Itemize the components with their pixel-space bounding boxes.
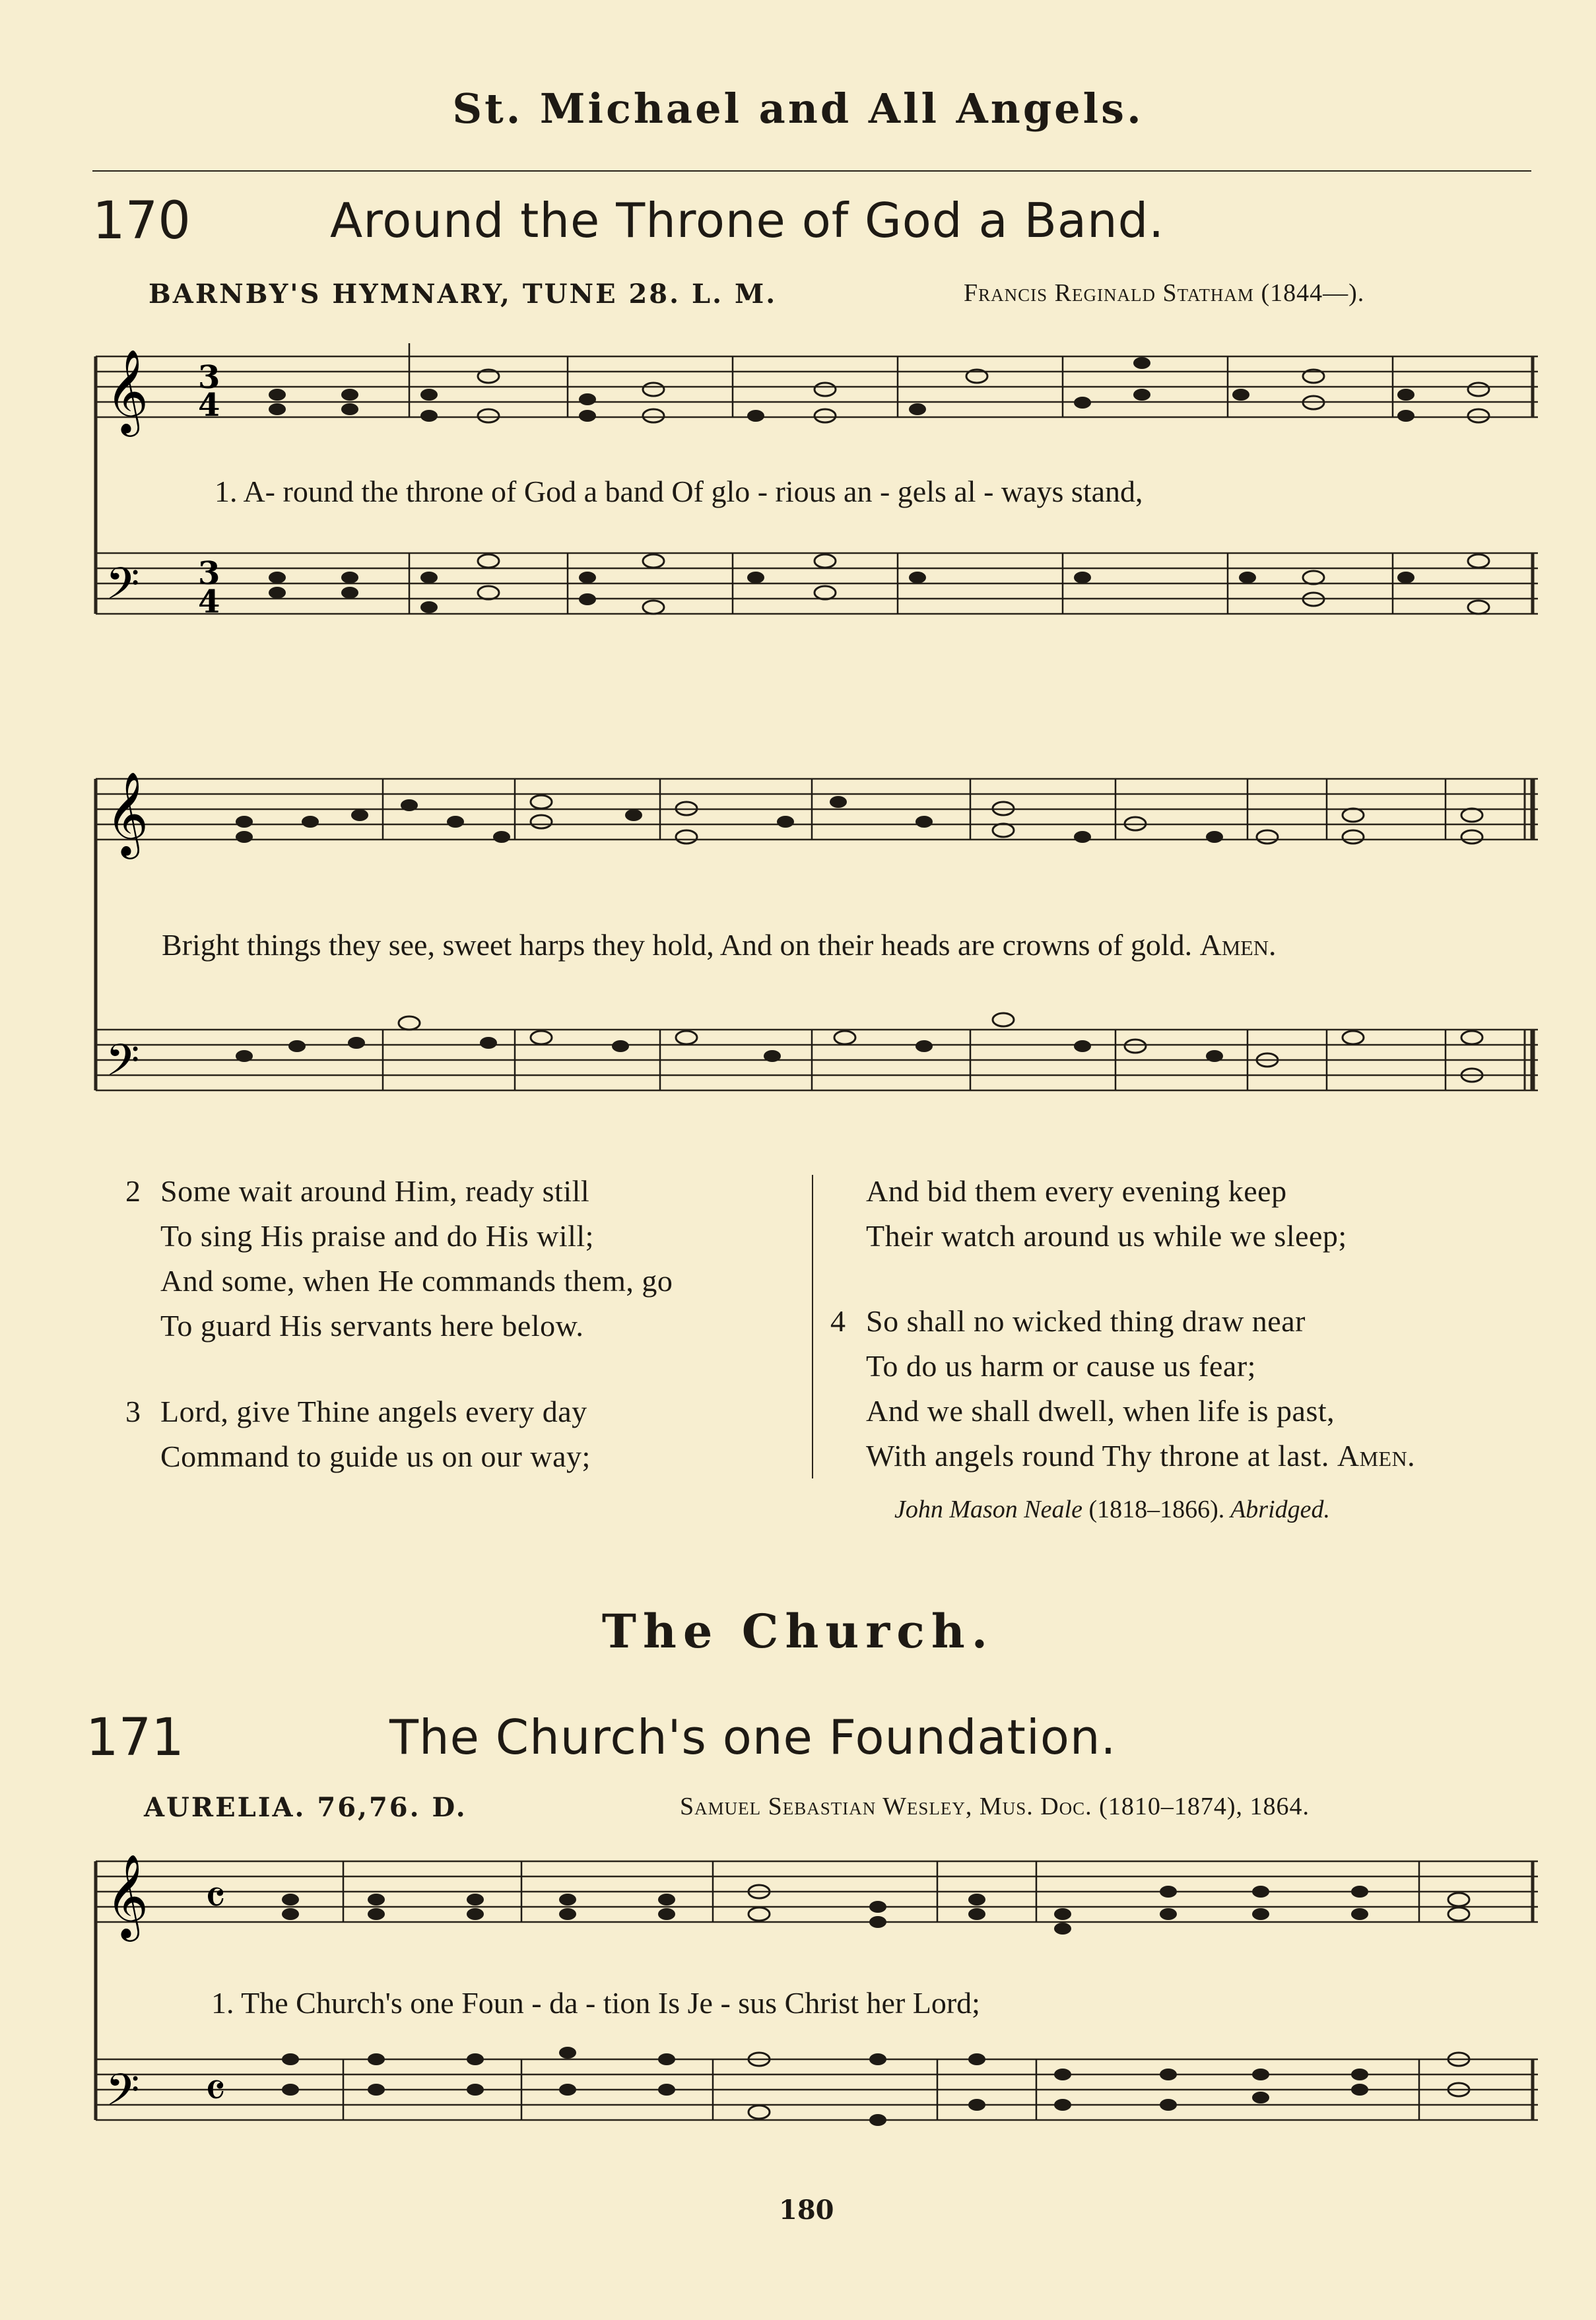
author-dates: (1818–1866). [1088,1496,1225,1523]
abridged-note: Abridged. [1230,1496,1331,1523]
author-name: John Mason Neale [894,1496,1082,1523]
verse-text: With angels round Thy throne at last. [866,1439,1329,1473]
svg-text:𝄢: 𝄢 [106,1035,140,1096]
tune-name: BARNBY'S HYMNARY, TUNE 28. L. M. [149,279,778,310]
hymn-number: 171 [86,1708,184,1768]
hymn-title: Around the Throne of God a Band. [330,193,1165,248]
section-heading: St. Michael and All Angels. [452,84,1144,133]
svg-text:𝄞: 𝄞 [106,348,149,433]
verse-line: Command to guide us on our way; [160,1440,591,1473]
verse-line: So shall no wicked thing draw near [866,1304,1306,1338]
lyric-line-2 [162,927,1276,962]
amen-label: Amen. [1199,928,1277,962]
svg-text:𝄞: 𝄞 [106,1853,149,1938]
svg-text:𝄞: 𝄞 [106,771,149,855]
verse-line: And some, when He commands them, go [160,1264,673,1298]
svg-text:3: 3 [198,359,220,396]
section-heading: The Church. [601,1604,995,1659]
svg-text:𝄢: 𝄢 [106,2065,140,2126]
svg-text:𝄴: 𝄴 [205,2063,226,2118]
header-rule [92,170,1531,172]
verse-line: To sing His praise and do His will; [160,1219,594,1253]
amen-label: Amen. [1337,1439,1416,1473]
svg-text:𝄴: 𝄴 [205,1870,226,1925]
svg-text:4: 4 [198,583,220,620]
verse-line [866,1438,1415,1473]
composer: Francis Reginald Statham (1844—). [964,279,1365,307]
composer: Samuel Sebastian Wesley, Mus. Doc. (1810–1874), 1864. [680,1793,1310,1820]
verse-number: 4 [830,1304,846,1338]
verse-line: To do us harm or cause us fear; [866,1349,1256,1383]
verse-number: 2 [125,1174,141,1208]
verse-line: And we shall dwell, when life is past, [866,1394,1335,1428]
lyric-text: Bright things they see, sweet harps they hold, And on their heads are crowns of gold. [162,928,1193,962]
tune-name: AURELIA. 76,76. D. [144,1792,467,1823]
verse-number: 3 [125,1395,141,1428]
attribution [894,1495,1330,1524]
column-divider [812,1175,813,1478]
svg-text:𝄢: 𝄢 [106,558,140,620]
verse-line: And bid them every evening keep [866,1174,1287,1208]
svg-text:3: 3 [198,555,220,592]
hymn-title: The Church's one Foundation. [389,1709,1117,1765]
lyric-line-1: 1. A- round the throne of God a band Of glo - rious an - gels al - ways stand, [215,475,1143,508]
svg-text:4: 4 [198,387,220,424]
verse-line: To guard His servants here below. [160,1309,584,1342]
page-number: 180 [779,2195,834,2226]
hymn-number: 170 [92,191,191,251]
lyric-line-1: 1. The Church's one Foun - da - tion Is Je - sus Christ her Lord; [211,1986,980,2020]
verse-line: Their watch around us while we sleep; [866,1219,1347,1253]
verse-line: Lord, give Thine angels every day [160,1395,587,1428]
verse-line: Some wait around Him, ready still [160,1174,590,1208]
